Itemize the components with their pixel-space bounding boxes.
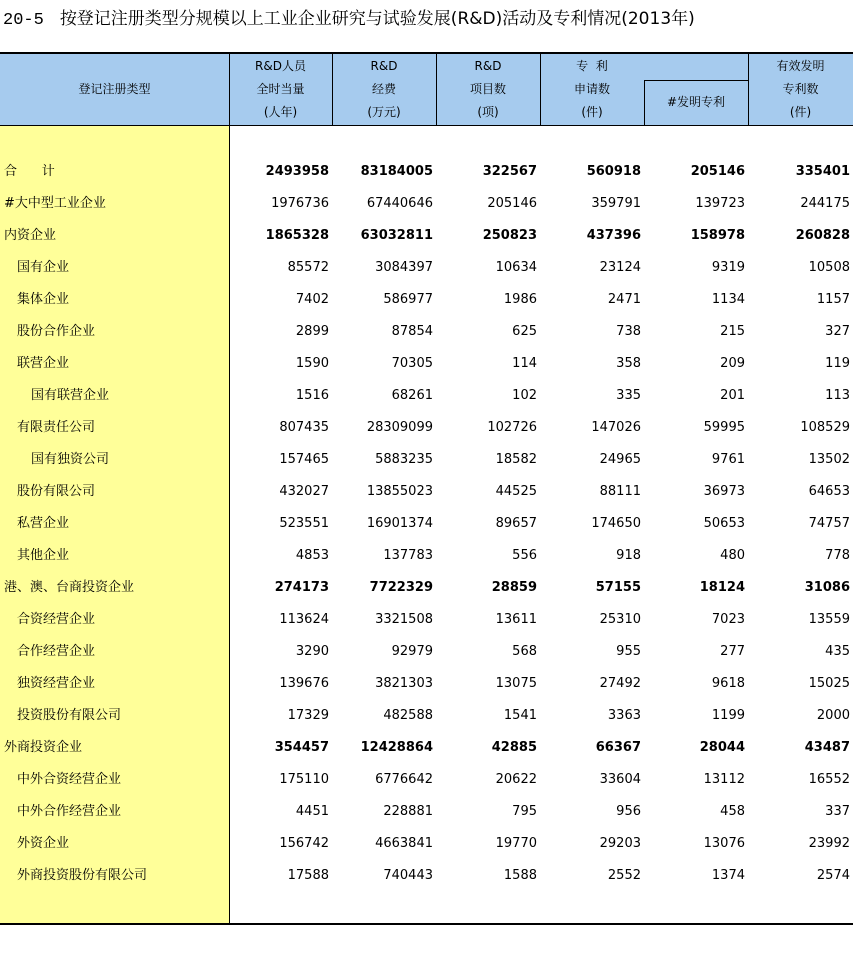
cell-value: 5883235 [375, 452, 433, 467]
cell-value: 13076 [703, 836, 745, 851]
cell-value: 1516 [295, 388, 329, 403]
row-label: 外资企业 [17, 836, 70, 851]
header-valid-invention-patents-line2: 专利数 [782, 82, 819, 96]
cell-value: 3321508 [375, 612, 433, 627]
cell-value: 108529 [800, 420, 850, 435]
cell-value: 1865328 [265, 228, 329, 243]
row-label: 集体企业 [17, 292, 70, 307]
header-valid-invention-patents-line1: 有效发明 [776, 59, 825, 73]
cell-value: 277 [720, 644, 745, 659]
table-row [0, 252, 853, 284]
cell-value: 63032811 [360, 228, 433, 243]
header-patent-applications-line1: 申请数 [573, 82, 610, 96]
cell-value: 359791 [591, 196, 641, 211]
header-rd-projects-line1: R&D [474, 59, 502, 73]
header-registration-type: 登记注册类型 [78, 82, 151, 96]
cell-value: 147026 [591, 420, 641, 435]
cell-value: 740443 [383, 868, 433, 883]
cell-value: 36973 [703, 484, 745, 499]
table-row [0, 796, 853, 828]
table-row [0, 316, 853, 348]
cell-value: 3363 [607, 708, 641, 723]
row-label: 独资经营企业 [17, 676, 96, 691]
cell-value: 205146 [487, 196, 537, 211]
cell-value: 250823 [482, 228, 537, 243]
cell-value: 335401 [795, 164, 850, 179]
cell-value: 92979 [391, 644, 433, 659]
row-label: 有限责任公司 [17, 420, 96, 435]
cell-value: 13855023 [366, 484, 433, 499]
table-title [3, 4, 695, 30]
cell-value: 156742 [279, 836, 329, 851]
table-row [0, 380, 853, 412]
cell-value: 9761 [711, 452, 745, 467]
cell-value: 9319 [711, 260, 745, 275]
header-rd-expenditure-line3: (万元) [367, 105, 401, 119]
header-rd-projects [436, 55, 540, 124]
cell-value: 102 [512, 388, 537, 403]
cell-value: 1541 [503, 708, 537, 723]
cell-value: 113 [825, 388, 850, 403]
cell-value: 2899 [295, 324, 329, 339]
header-valid-invention-patents-line3: (件) [789, 105, 812, 119]
cell-value: 955 [616, 644, 641, 659]
cell-value: 274173 [274, 580, 329, 595]
cell-value: 3084397 [375, 260, 433, 275]
cell-value: 435 [825, 644, 850, 659]
header-valid-invention-patents [748, 55, 853, 124]
header-rd-expenditure-line2: 经费 [371, 82, 396, 96]
cell-value: 15025 [808, 676, 850, 691]
cell-value: 89657 [495, 516, 537, 531]
bottom-rule [0, 923, 853, 925]
cell-value: 1134 [711, 292, 745, 307]
cell-value: 13611 [495, 612, 537, 627]
cell-value: 13502 [808, 452, 850, 467]
cell-value: 1157 [816, 292, 850, 307]
cell-value: 157465 [279, 452, 329, 467]
cell-value: 228881 [383, 804, 433, 819]
cell-value: 68261 [391, 388, 433, 403]
table-row [0, 508, 853, 540]
cell-value: 28859 [491, 580, 537, 595]
cell-value: 568 [512, 644, 537, 659]
cell-value: 114 [512, 356, 537, 371]
cell-value: 1199 [711, 708, 745, 723]
cell-value: 335 [616, 388, 641, 403]
row-label: 中外合资经营企业 [17, 772, 122, 787]
table-row [0, 732, 853, 764]
cell-value: 10508 [808, 260, 850, 275]
header-patent-group: 专 利 [576, 59, 608, 73]
cell-value: 3290 [295, 644, 329, 659]
cell-value: 2000 [816, 708, 850, 723]
table-row [0, 220, 853, 252]
cell-value: 354457 [274, 740, 329, 755]
row-label: 内资企业 [4, 228, 57, 243]
table-row [0, 700, 853, 732]
cell-value: 523551 [279, 516, 329, 531]
cell-value: 956 [616, 804, 641, 819]
header-patent-applications [540, 55, 644, 124]
row-label: 股份有限公司 [17, 484, 96, 499]
cell-value: 43487 [804, 740, 850, 755]
cell-value: 175110 [279, 772, 329, 787]
cell-value: 795 [512, 804, 537, 819]
cell-value: 57155 [595, 580, 641, 595]
header-patent-applications-line2: (件) [581, 105, 603, 119]
table-row [0, 572, 853, 604]
cell-value: 42885 [491, 740, 537, 755]
cell-value: 9618 [711, 676, 745, 691]
header-rd-projects-line2: 项目数 [469, 82, 506, 96]
cell-value: 25310 [599, 612, 641, 627]
cell-value: 29203 [599, 836, 641, 851]
cell-value: 13112 [703, 772, 745, 787]
cell-value: 458 [720, 804, 745, 819]
row-label: 合作经营企业 [17, 644, 96, 659]
row-label: 投资股份有限公司 [17, 708, 122, 723]
cell-value: 358 [616, 356, 641, 371]
cell-value: 33604 [599, 772, 641, 787]
row-label: 私营企业 [17, 516, 70, 531]
cell-value: 625 [512, 324, 537, 339]
cell-value: 16552 [808, 772, 850, 787]
cell-value: 139676 [279, 676, 329, 691]
table-row [0, 348, 853, 380]
cell-value: 6776642 [375, 772, 433, 787]
cell-value: 31086 [804, 580, 850, 595]
cell-value: 18124 [699, 580, 745, 595]
cell-value: 119 [825, 356, 850, 371]
cell-value: 7722329 [369, 580, 433, 595]
cell-value: 23992 [808, 836, 850, 851]
cell-value: 85572 [287, 260, 329, 275]
cell-value: 12428864 [360, 740, 433, 755]
cell-value: 13559 [808, 612, 850, 627]
cell-value: 1976736 [271, 196, 329, 211]
cell-value: 20622 [495, 772, 537, 787]
table-row [0, 764, 853, 796]
table-row [0, 188, 853, 220]
cell-value: 1590 [295, 356, 329, 371]
table-row [0, 636, 853, 668]
cell-value: 18582 [495, 452, 537, 467]
cell-value: 50653 [703, 516, 745, 531]
cell-value: 44525 [495, 484, 537, 499]
cell-value: 1588 [503, 868, 537, 883]
cell-value: 2552 [607, 868, 641, 883]
cell-value: 64653 [808, 484, 850, 499]
row-label: 其他企业 [17, 548, 70, 563]
cell-value: 201 [720, 388, 745, 403]
cell-value: 432027 [279, 484, 329, 499]
table-row [0, 668, 853, 700]
table-row [0, 156, 853, 188]
row-label: 股份合作企业 [17, 324, 96, 339]
header-rd-personnel-line3: (人年) [263, 105, 298, 119]
cell-value: 137783 [383, 548, 433, 563]
row-label: #大中型工业企业 [4, 196, 106, 211]
cell-value: 139723 [695, 196, 745, 211]
table-row [0, 412, 853, 444]
table-row [0, 860, 853, 892]
table-row [0, 444, 853, 476]
cell-value: 322567 [482, 164, 537, 179]
cell-value: 13075 [495, 676, 537, 691]
cell-value: 28044 [699, 740, 745, 755]
cell-value: 560918 [586, 164, 641, 179]
cell-value: 66367 [595, 740, 641, 755]
cell-value: 586977 [383, 292, 433, 307]
cell-value: 17329 [287, 708, 329, 723]
row-label: 国有独资公司 [31, 452, 110, 467]
row-label: 合 计 [4, 164, 55, 179]
header-rd-personnel [229, 55, 332, 124]
cell-value: 24965 [599, 452, 641, 467]
cell-value: 174650 [591, 516, 641, 531]
row-label: 外商投资股份有限公司 [17, 868, 148, 883]
cell-value: 3821303 [375, 676, 433, 691]
cell-value: 88111 [599, 484, 641, 499]
cell-value: 778 [825, 548, 850, 563]
cell-value: 67440646 [366, 196, 433, 211]
cell-value: 260828 [795, 228, 850, 243]
cell-value: 102726 [487, 420, 537, 435]
table-title-text: 按登记注册类型分规模以上工业企业研究与试验发展(R&D)活动及专利情况(2013年) [59, 9, 695, 29]
row-label: 中外合作经营企业 [17, 804, 122, 819]
cell-value: 59995 [703, 420, 745, 435]
header-bottom-rule [0, 125, 853, 126]
row-label: 合资经营企业 [17, 612, 96, 627]
cell-value: 83184005 [360, 164, 433, 179]
cell-value: 7023 [711, 612, 745, 627]
cell-value: 205146 [690, 164, 745, 179]
cell-value: 17588 [287, 868, 329, 883]
cell-value: 209 [720, 356, 745, 371]
cell-value: 87854 [391, 324, 433, 339]
cell-value: 2574 [816, 868, 850, 883]
cell-value: 158978 [690, 228, 745, 243]
row-label: 联营企业 [17, 356, 70, 371]
cell-value: 74757 [808, 516, 850, 531]
header-rd-expenditure [332, 55, 436, 124]
row-label: 国有企业 [17, 260, 70, 275]
table-row [0, 284, 853, 316]
cell-value: 4451 [295, 804, 329, 819]
cell-value: 738 [616, 324, 641, 339]
cell-value: 1986 [503, 292, 537, 307]
header-rd-personnel-line1: R&D人员 [255, 59, 306, 73]
cell-value: 16901374 [366, 516, 433, 531]
cell-value: 28309099 [366, 420, 433, 435]
cell-value: 7402 [295, 292, 329, 307]
cell-value: 10634 [495, 260, 537, 275]
table-number: 20-5 [3, 11, 44, 30]
cell-value: 2493958 [265, 164, 329, 179]
table-row [0, 828, 853, 860]
cell-value: 19770 [495, 836, 537, 851]
cell-value: 244175 [800, 196, 850, 211]
cell-value: 482588 [383, 708, 433, 723]
header-invention-patents: #发明专利 [666, 95, 726, 109]
table-row [0, 476, 853, 508]
cell-value: 27492 [599, 676, 641, 691]
cell-value: 918 [616, 548, 641, 563]
cell-value: 337 [825, 804, 850, 819]
cell-value: 215 [720, 324, 745, 339]
cell-value: 556 [512, 548, 537, 563]
cell-value: 1374 [711, 868, 745, 883]
cell-value: 327 [825, 324, 850, 339]
cell-value: 437396 [586, 228, 641, 243]
cell-value: 4853 [295, 548, 329, 563]
row-label: 港、澳、台商投资企业 [4, 580, 135, 595]
header-rd-projects-line3: (项) [477, 105, 499, 119]
cell-value: 807435 [279, 420, 329, 435]
cell-value: 480 [720, 548, 745, 563]
header-rd-personnel-line2: 全时当量 [256, 82, 305, 96]
cell-value: 2471 [607, 292, 641, 307]
cell-value: 70305 [391, 356, 433, 371]
row-label: 外商投资企业 [4, 740, 83, 755]
table-row [0, 540, 853, 572]
cell-value: 113624 [279, 612, 329, 627]
table-row [0, 604, 853, 636]
cell-value: 4663841 [375, 836, 433, 851]
cell-value: 23124 [599, 260, 641, 275]
row-label: 国有联营企业 [31, 388, 110, 403]
header-rd-expenditure-line1: R&D [370, 59, 398, 73]
